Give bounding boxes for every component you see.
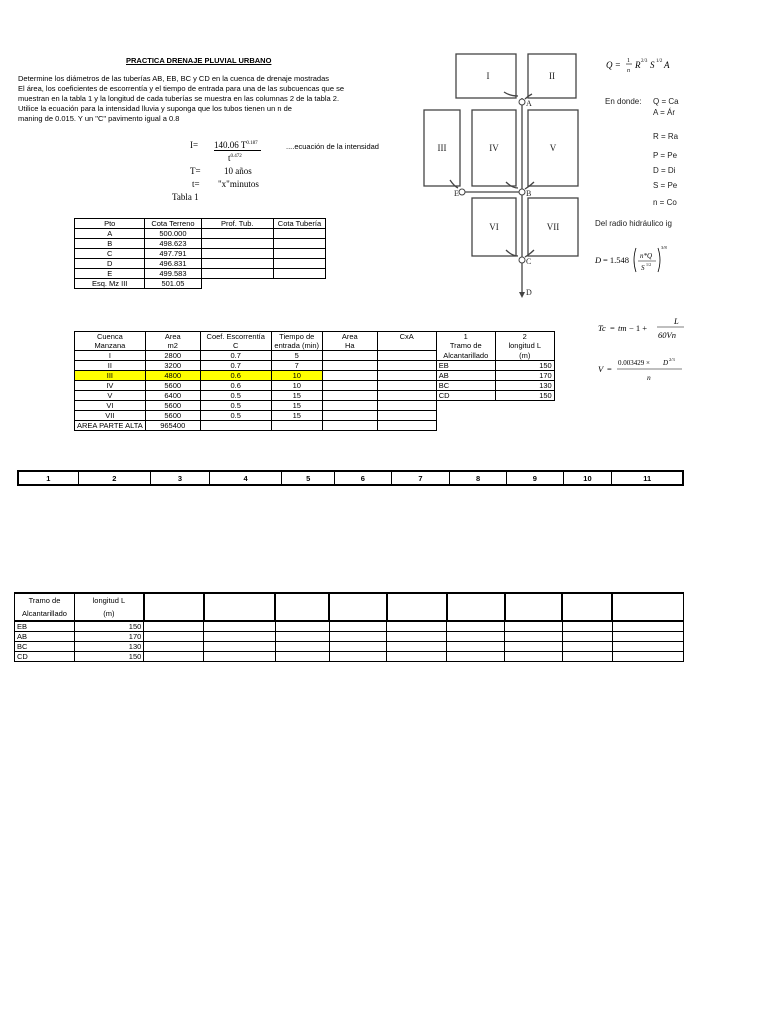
cell xyxy=(436,411,495,421)
svg-text:=: = xyxy=(607,364,612,374)
header-cell: Tiempo de xyxy=(271,332,322,342)
cell xyxy=(495,421,554,431)
svg-text:n: n xyxy=(627,68,630,74)
denominator-text: t xyxy=(228,153,231,163)
cell xyxy=(322,391,377,401)
cell xyxy=(505,632,563,642)
cell xyxy=(204,642,276,652)
table-3-header xyxy=(15,593,684,621)
cell xyxy=(436,401,495,411)
t-label: t= xyxy=(192,179,200,189)
cell: 498.623 xyxy=(145,239,201,249)
cell: 3200 xyxy=(145,361,200,371)
statement-line: Determine los diámetros de las tuberías AB, EB, BC y CD en la cuenca de drenaje mostradas xyxy=(18,74,329,83)
cell xyxy=(612,642,683,652)
cell xyxy=(495,401,554,411)
cell xyxy=(144,642,204,652)
cell xyxy=(377,351,436,361)
statement-line: muestran en la tabla 1 y la longitud de cada tuberías se muestra en las columnas 2 de la tabla 2. xyxy=(18,94,340,103)
header-cell: Alcantarillado xyxy=(436,351,495,361)
cell xyxy=(377,411,436,421)
column-number: 4 xyxy=(209,471,282,485)
svg-text:n: n xyxy=(647,373,651,382)
cell: AB xyxy=(436,371,495,381)
en-donde-label: En donde: xyxy=(605,97,642,106)
header-cell: Prof. Tub. xyxy=(201,219,273,229)
header-cell: C xyxy=(200,341,271,351)
cell xyxy=(377,371,436,381)
cell: IV xyxy=(75,381,146,391)
cell xyxy=(329,632,387,642)
header-cell: Tramo de xyxy=(436,341,495,351)
node-label: A xyxy=(526,99,532,108)
cell: 0.6 xyxy=(200,381,271,391)
cell: VI xyxy=(75,401,146,411)
cell xyxy=(204,593,276,621)
cell xyxy=(562,642,612,652)
cell xyxy=(144,632,204,642)
svg-text:n*Q: n*Q xyxy=(640,252,653,260)
cell: 7 xyxy=(271,361,322,371)
cell: 0.7 xyxy=(200,361,271,371)
table-row xyxy=(75,411,555,421)
cell xyxy=(377,361,436,371)
cell: III xyxy=(75,371,146,381)
cell xyxy=(505,642,563,652)
cell xyxy=(329,652,387,662)
cell xyxy=(329,621,387,632)
header-line: longitud L xyxy=(92,596,126,605)
svg-text:Q =: Q = xyxy=(606,60,621,70)
drainage-basin-diagram xyxy=(418,52,598,302)
manning-formula-graphic xyxy=(606,52,686,78)
equation-note: ....ecuación de la intensidad xyxy=(286,142,379,151)
column-number: 11 xyxy=(612,471,683,485)
cell xyxy=(322,421,377,431)
header-cell: longitud L xyxy=(495,341,554,351)
node-A xyxy=(519,99,525,105)
cell xyxy=(612,632,683,642)
cell xyxy=(612,652,683,662)
cell xyxy=(273,249,325,259)
cell xyxy=(612,621,683,632)
table-row xyxy=(75,361,555,371)
cell: 150 xyxy=(495,391,554,401)
svg-text:D: D xyxy=(595,255,602,265)
denominator-exponent: 0.472 xyxy=(230,154,242,159)
header-cell: Area xyxy=(145,332,200,342)
header-cell: entrada (min) xyxy=(271,341,322,351)
column-number: 2 xyxy=(78,471,151,485)
cell xyxy=(377,381,436,391)
cell xyxy=(201,269,273,279)
cell xyxy=(562,632,612,642)
cell xyxy=(562,621,612,632)
cell: AREA PARTE ALTA xyxy=(75,421,146,431)
table-row xyxy=(75,391,555,401)
header-cell: Ha xyxy=(322,341,377,351)
svg-text:tm: tm xyxy=(618,323,627,333)
table-row xyxy=(75,249,326,259)
table-row xyxy=(75,259,326,269)
cell xyxy=(200,421,271,431)
cell xyxy=(387,621,447,632)
problem-statement xyxy=(18,74,388,124)
cell xyxy=(447,632,505,642)
cell xyxy=(322,381,377,391)
intensity-denominator xyxy=(228,153,242,163)
numerator-text: 140.06 T xyxy=(214,140,247,150)
cell xyxy=(201,239,273,249)
cell xyxy=(144,621,204,632)
node-label: B xyxy=(526,189,532,198)
cell xyxy=(387,593,447,621)
cell: 2800 xyxy=(145,351,200,361)
header-line: Alcantarillado xyxy=(21,609,67,618)
table-row xyxy=(75,229,326,239)
header-cell: Coef. Escorrentía xyxy=(200,332,271,342)
table-row xyxy=(75,269,326,279)
tc-formula-graphic xyxy=(598,312,684,342)
cell: 130 xyxy=(74,642,143,652)
svg-text:A: A xyxy=(664,60,670,70)
cell xyxy=(273,259,325,269)
cell xyxy=(144,593,204,621)
svg-text:3/8: 3/8 xyxy=(661,245,667,250)
cell: 6400 xyxy=(145,391,200,401)
i-label: I= xyxy=(190,140,199,150)
cell: A xyxy=(75,229,145,239)
table-2-header-bottom xyxy=(75,341,555,351)
table-row xyxy=(75,239,326,249)
header-cell xyxy=(74,593,143,621)
basin-label: V xyxy=(549,143,557,153)
cell xyxy=(322,401,377,411)
header-cell: m2 xyxy=(145,341,200,351)
cell: 170 xyxy=(495,371,554,381)
cell: 0.5 xyxy=(200,391,271,401)
node-label: C xyxy=(526,257,532,266)
cell xyxy=(322,361,377,371)
cell xyxy=(562,593,612,621)
table-2-header-top xyxy=(75,332,555,342)
definition-line: D = Di xyxy=(653,166,676,175)
header-cell xyxy=(15,593,75,621)
column-number: 3 xyxy=(151,471,210,485)
cell xyxy=(275,621,329,632)
column-number-bar xyxy=(17,470,684,486)
header-cell: Cota Tubería xyxy=(273,219,325,229)
node-B xyxy=(519,189,525,195)
basin-label: III xyxy=(437,143,447,153)
outlet-arrow xyxy=(519,292,525,298)
svg-text:S: S xyxy=(650,60,655,70)
cell: Esq. Mz III xyxy=(75,279,145,289)
diameter-formula xyxy=(594,236,684,276)
definition-line: S = Pe xyxy=(653,181,678,190)
svg-text:0.003429 ×: 0.003429 × xyxy=(618,359,650,367)
cell: VII xyxy=(75,411,146,421)
svg-text:L: L xyxy=(674,316,679,326)
cell xyxy=(329,642,387,652)
cell: 5 xyxy=(271,351,322,361)
cell: EB xyxy=(15,621,75,632)
cell: 500.000 xyxy=(145,229,201,239)
header-cell: (m) xyxy=(495,351,554,361)
cell xyxy=(322,351,377,361)
svg-text:V: V xyxy=(598,364,604,374)
cell: 501.05 xyxy=(145,279,201,289)
cell xyxy=(447,642,505,652)
cell xyxy=(201,259,273,269)
page-title: PRACTICA DRENAJE PLUVIAL URBANO xyxy=(126,56,272,65)
table-1-header xyxy=(75,219,326,229)
cell xyxy=(377,421,436,431)
cell: BC xyxy=(436,381,495,391)
cell xyxy=(201,229,273,239)
cell: 5600 xyxy=(145,411,200,421)
tc-formula xyxy=(598,312,684,342)
cell xyxy=(271,421,322,431)
cell xyxy=(387,652,447,662)
flow-arrow xyxy=(450,180,458,188)
svg-text:Tc: Tc xyxy=(598,323,606,333)
table-1 xyxy=(74,218,326,289)
cell xyxy=(273,269,325,279)
velocity-formula xyxy=(598,355,684,387)
cell: 170 xyxy=(74,632,143,642)
cell: CD xyxy=(15,652,75,662)
cell: 499.583 xyxy=(145,269,201,279)
cell: 5600 xyxy=(145,401,200,411)
cell: B xyxy=(75,239,145,249)
table-3 xyxy=(14,592,684,662)
basin-label: II xyxy=(549,71,555,81)
table-row xyxy=(15,621,684,632)
cell xyxy=(275,652,329,662)
cell xyxy=(562,652,612,662)
diameter-formula-graphic xyxy=(594,236,684,276)
table-row xyxy=(75,279,326,289)
table-row xyxy=(15,632,684,642)
table-row xyxy=(75,401,555,411)
cell xyxy=(612,593,683,621)
table-row xyxy=(15,652,684,662)
table-row xyxy=(75,381,555,391)
cell: I xyxy=(75,351,146,361)
node-label: D xyxy=(526,288,532,297)
column-number: 5 xyxy=(282,471,335,485)
cell xyxy=(447,652,505,662)
table-1-label: Tabla 1 xyxy=(172,192,199,202)
definition-line: A = Ár xyxy=(653,108,676,117)
svg-text:1: 1 xyxy=(627,58,630,64)
manning-formula xyxy=(606,52,686,78)
svg-text:60Vn: 60Vn xyxy=(658,330,676,340)
header-cell xyxy=(377,341,436,351)
statement-line: Utilice la ecuación para la intensidad lluvia y suponga que los tubos tienen un n de xyxy=(18,104,292,113)
T-value: 10 años xyxy=(224,166,252,176)
header-cell: 1 xyxy=(436,332,495,342)
cell: AB xyxy=(15,632,75,642)
definition-line: n = Co xyxy=(653,198,677,207)
table-row xyxy=(75,351,555,361)
column-number: 7 xyxy=(391,471,450,485)
cell: V xyxy=(75,391,146,401)
cell xyxy=(144,652,204,662)
cell xyxy=(436,421,495,431)
cell: 4800 xyxy=(145,371,200,381)
cell: 15 xyxy=(271,411,322,421)
cell xyxy=(322,411,377,421)
table-row xyxy=(75,421,555,431)
cell xyxy=(273,279,325,289)
statement-line: El área, los coeficientes de escorrentía y el tiempo de entrada para una de las subcuencas que se xyxy=(18,84,345,93)
cell: CD xyxy=(436,391,495,401)
cell xyxy=(387,632,447,642)
cell xyxy=(204,652,276,662)
q-definition: Q = Ca xyxy=(653,97,679,106)
cell: 15 xyxy=(271,401,322,411)
variable-definitions xyxy=(605,97,685,212)
svg-text:− 1 +: − 1 + xyxy=(629,323,648,333)
cell: 497.791 xyxy=(145,249,201,259)
header-line: Tramo de xyxy=(28,596,61,605)
header-line: (m) xyxy=(103,609,115,618)
cell xyxy=(273,229,325,239)
cell xyxy=(377,391,436,401)
cell xyxy=(201,249,273,259)
basin-label: VI xyxy=(489,222,499,232)
T-label: T= xyxy=(190,166,201,176)
basin-label: VII xyxy=(546,222,560,232)
intensity-equation xyxy=(172,138,390,208)
svg-text:2/3: 2/3 xyxy=(669,357,675,362)
radio-hidraulico-text: Del radio hidráulico ig xyxy=(595,219,672,228)
cell: BC xyxy=(15,642,75,652)
velocity-formula-graphic xyxy=(598,355,684,387)
column-number: 8 xyxy=(450,471,507,485)
t-value: "x"minutos xyxy=(218,179,259,189)
column-number: 6 xyxy=(335,471,392,485)
cell xyxy=(377,401,436,411)
cell xyxy=(505,593,563,621)
header-cell: Pto xyxy=(75,219,145,229)
cell xyxy=(387,642,447,652)
cell xyxy=(505,621,563,632)
cell: 10 xyxy=(271,371,322,381)
cell xyxy=(201,279,273,289)
cell: 10 xyxy=(271,381,322,391)
cell xyxy=(275,642,329,652)
cell xyxy=(447,593,505,621)
definition-line xyxy=(605,97,685,108)
cell: 5600 xyxy=(145,381,200,391)
svg-text:S: S xyxy=(641,264,645,272)
cell: 0.6 xyxy=(200,371,271,381)
cell xyxy=(322,371,377,381)
cell: 965400 xyxy=(145,421,200,431)
basin-label: IV xyxy=(489,143,499,153)
header-cell: 2 xyxy=(495,332,554,342)
cell: II xyxy=(75,361,146,371)
column-number: 10 xyxy=(563,471,612,485)
cell: 0.5 xyxy=(200,411,271,421)
cell xyxy=(505,652,563,662)
cell: 0.7 xyxy=(200,351,271,361)
cell: 150 xyxy=(495,361,554,371)
statement-line: maning de 0.015. Y un "C" pavimento igual a 0.8 xyxy=(18,114,180,123)
header-cell: Cuenca xyxy=(75,332,146,342)
table-row xyxy=(15,642,684,652)
cell xyxy=(275,632,329,642)
cell xyxy=(273,239,325,249)
cell: E xyxy=(75,269,145,279)
cell: EB xyxy=(436,361,495,371)
node-label: E xyxy=(454,189,459,198)
cell: 150 xyxy=(74,652,143,662)
intensity-numerator xyxy=(214,140,261,151)
cell xyxy=(275,593,329,621)
header-cell: Manzana xyxy=(75,341,146,351)
cell: 496.831 xyxy=(145,259,201,269)
svg-text:= 1.548: = 1.548 xyxy=(603,255,630,265)
cell xyxy=(447,621,505,632)
table-2 xyxy=(74,331,555,431)
cell: C xyxy=(75,249,145,259)
svg-text:R: R xyxy=(635,60,641,70)
svg-text:2/3: 2/3 xyxy=(641,59,648,64)
table-row-highlighted xyxy=(75,371,555,381)
column-number: 9 xyxy=(506,471,563,485)
cell: 0.5 xyxy=(200,401,271,411)
svg-text:=: = xyxy=(610,323,615,333)
cell: 15 xyxy=(271,391,322,401)
header-cell: Area xyxy=(322,332,377,342)
header-cell: Cota Terreno xyxy=(145,219,201,229)
cell xyxy=(495,411,554,421)
svg-text:1/2: 1/2 xyxy=(656,59,663,64)
numerator-exponent: 0.187 xyxy=(246,141,258,146)
cell: 130 xyxy=(495,381,554,391)
cell xyxy=(204,621,276,632)
column-number-row xyxy=(18,471,683,485)
node-E xyxy=(459,189,465,195)
svg-text:1/2: 1/2 xyxy=(646,262,652,267)
cell xyxy=(204,632,276,642)
definition-line: R = Ra xyxy=(653,132,679,141)
cell xyxy=(329,593,387,621)
basin-label: I xyxy=(486,71,490,81)
column-number: 1 xyxy=(18,471,78,485)
svg-text:D: D xyxy=(663,359,669,367)
node-C xyxy=(519,257,525,263)
cell: D xyxy=(75,259,145,269)
header-cell: CxA xyxy=(377,332,436,342)
definition-line: P = Pe xyxy=(653,151,678,160)
cell: 150 xyxy=(74,621,143,632)
